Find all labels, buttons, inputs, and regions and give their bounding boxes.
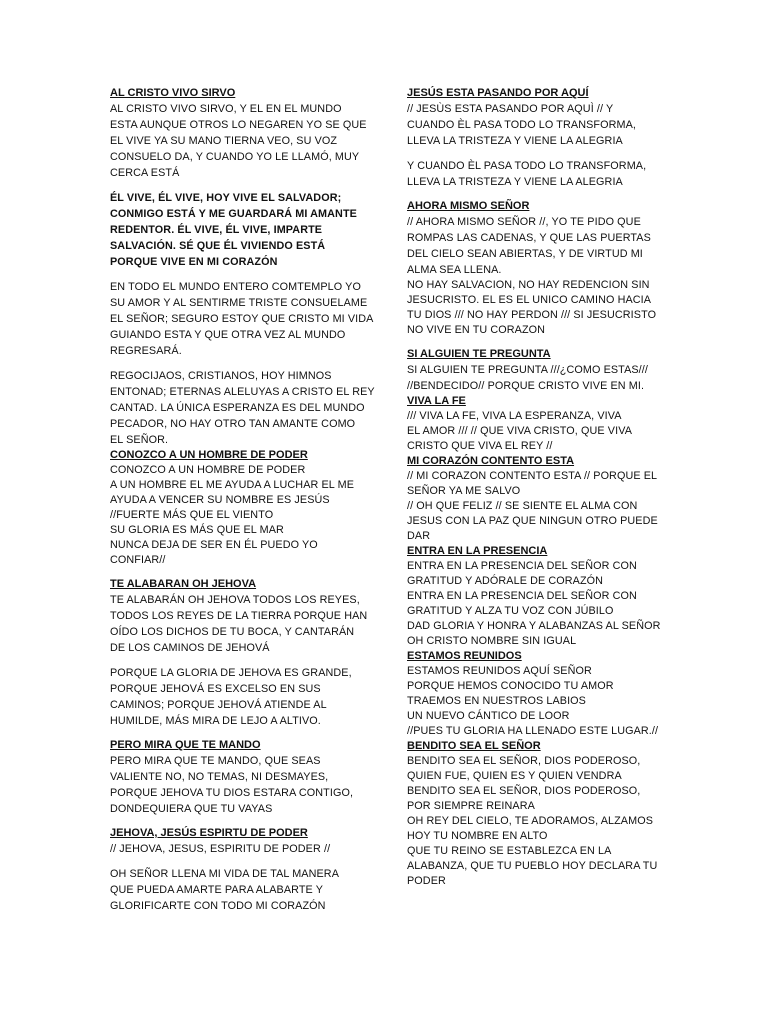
stanza (110, 101, 367, 181)
lyric-line: // OH QUE FELIZ // SE SIENTE EL ALMA CON (407, 500, 638, 512)
song-title: TE ALABARAN OH JEHOVA (110, 578, 257, 590)
section-gap (110, 817, 364, 826)
lyric-line: CONOZCO A UN HOMBRE DE PODER (110, 464, 306, 476)
song-jehova-jesus-espirtu-de-poder (110, 817, 364, 914)
lyric-line: GRATITUD Y ADÓRALE DE CORAZÓN (407, 575, 604, 587)
stanza (110, 665, 364, 729)
lyric-line: // AHORA MISMO SEÑOR //, YO TE PIDO QUE (407, 216, 641, 228)
stanza (110, 841, 364, 857)
lyric-line: CAMINOS; PORQUE JEHOVÁ ATIENDE AL (110, 699, 327, 711)
lyric-line: REDENTOR. ÉL VIVE, ÉL VIVE, IMPARTE (110, 224, 323, 236)
lyric-line: NO VIVE EN TU CORAZON (407, 324, 546, 336)
lyric-line: GRATITUD Y ALZA TU VOZ CON JÚBILO (407, 605, 614, 617)
lyric-line: EN TODO EL MUNDO ENTERO COMTEMPLO YO (110, 281, 361, 293)
song-entra-en-la-presencia (407, 544, 662, 649)
lyric-line: OH CRISTO NOMBRE SIN IGUAL (407, 635, 577, 647)
song-title: BENDITO SEA EL SEÑOR (407, 740, 541, 752)
lyric-line: A UN HOMBRE EL ME AYUDA A LUCHAR EL ME (110, 479, 354, 491)
lyric-line: BENDITO SEA EL SEÑOR, DIOS PODEROSO, (407, 755, 641, 767)
lyric-line: ESTA AUNQUE OTROS LO NEGAREN YO SE QUE (110, 119, 367, 131)
lyric-line: DE LOS CAMINOS DE JEHOVÁ (110, 642, 270, 654)
stanza (407, 409, 662, 454)
lyric-line: PERO MIRA QUE TE MANDO, QUE SEAS (110, 755, 321, 767)
lyric-line: PODER (407, 875, 446, 887)
lyric-line: LLEVA LA TRISTEZA Y VIENE LA ALEGRIA (407, 135, 623, 147)
song-al-cristo-vivo-sirvo (110, 86, 375, 448)
lyric-line: EL SEÑOR; SEGURO ESTOY QUE CRISTO MI VIDA (110, 313, 374, 325)
lyric-line: NO HAY SALVACION, NO HAY REDENCION SIN (407, 279, 650, 291)
lyric-line: EL VIVE YA SU MANO TIERNA VEO, SU VOZ (110, 135, 338, 147)
lyric-line: SEÑOR YA ME SALVO (407, 485, 521, 497)
song-title: AHORA MISMO SEÑOR (407, 200, 530, 212)
stanza-gap (110, 857, 364, 866)
song-title: JEHOVA, JESÚS ESPIRTU DE PODER (110, 827, 308, 839)
stanza (407, 158, 662, 190)
lyric-line: OÍDO LOS DICHOS DE TU BOCA, Y CANTARÁN (110, 626, 355, 638)
song-conozco-a-un-hombre-de-poder (110, 448, 364, 568)
stanza (110, 368, 375, 448)
lyric-line: TRAEMOS EN NUESTROS LABIOS (407, 695, 586, 707)
song-title: ENTRA EN LA PRESENCIA (407, 545, 548, 557)
stanza (407, 469, 662, 544)
song-title: MI CORAZÓN CONTENTO ESTA (407, 455, 575, 467)
lyric-line: ÉL VIVE, ÉL VIVE, HOY VIVE EL SALVADOR; (110, 192, 342, 204)
lyric-line: TODOS LOS REYES DE LA TIERRA PORQUE HAN (110, 610, 368, 622)
lyric-line: CRISTO QUE VIVA EL REY // (407, 440, 553, 452)
song-title: ESTAMOS REUNIDOS (407, 650, 522, 662)
lyric-line: SU AMOR Y AL SENTIRME TRISTE CONSUELAME (110, 297, 368, 309)
lyric-line: HOY TU NOMBRE EN ALTO (407, 830, 548, 842)
stanza (407, 101, 662, 149)
song-pero-mira-que-te-mando (110, 729, 364, 817)
lyric-line: JESUS CON LA PAZ QUE NINGUN OTRO PUEDE (407, 515, 658, 527)
stanza (110, 279, 374, 359)
lyric-line: PORQUE HEMOS CONOCIDO TU AMOR (407, 680, 614, 692)
lyric-line: ALABANZA, QUE TU PUEBLO HOY DECLARA TU (407, 860, 658, 872)
lyric-line: AYUDA A VENCER SU NOMBRE ES JESÚS (110, 494, 330, 506)
song-te-alabaran-oh-jehova (110, 568, 368, 729)
song-si-alguien-te-pregunta (407, 338, 662, 394)
section-gap (110, 729, 364, 738)
lyric-line: ENTRA EN LA PRESENCIA DEL SEÑOR CON (407, 560, 637, 572)
lyric-line: CERCA ESTÁ (110, 167, 180, 179)
lyric-line: //FUERTE MÁS QUE EL VIENTO (110, 509, 274, 521)
lyric-line: AL CRISTO VIVO SIRVO, Y EL EN EL MUNDO (110, 103, 342, 115)
song-title: JESÚS ESTA PASANDO POR AQUÍ (407, 87, 589, 99)
stanza (407, 664, 662, 739)
lyric-line: EL SEÑOR. (110, 434, 169, 446)
lyric-line: Y CUANDO ÈL PASA TODO LO TRANSFORMA, (407, 160, 647, 172)
lyric-line: CANTAD. LA ÚNICA ESPERANZA ES DEL MUNDO (110, 402, 365, 414)
stanza (110, 866, 364, 914)
lyric-line: CONMIGO ESTÁ Y ME GUARDARÁ MI AMANTE (110, 208, 357, 220)
lyric-line: QUIEN FUE, QUIEN ES Y QUIEN VENDRA (407, 770, 622, 782)
lyric-line: DEL CIELO SEAN ABIERTAS, Y DE VIRTUD MI (407, 248, 643, 260)
song-title: VIVA LA FE (407, 395, 466, 407)
lyric-line: NUNCA DEJA DE SER EN ÉL PUEDO YO (110, 539, 318, 551)
song-title: CONOZCO A UN HOMBRE DE PODER (110, 449, 308, 461)
section-gap (110, 568, 364, 577)
lyric-line: EL AMOR /// // QUE VIVA CRISTO, QUE VIVA (407, 425, 632, 437)
lyric-line: //BENDECIDO// PORQUE CRISTO VIVE EN MI. (407, 380, 645, 392)
lyric-line: DONDEQUIERA QUE TU VAYAS (110, 803, 273, 815)
song-title: SI ALGUIEN TE PREGUNTA (407, 348, 551, 360)
chorus (110, 190, 364, 270)
lyric-line: SI ALGUIEN TE PREGUNTA ///¿COMO ESTAS/// (407, 364, 648, 376)
lyric-line: DAD GLORIA Y HONRA Y ALABANZAS AL SEÑOR (407, 620, 661, 632)
song-title: PERO MIRA QUE TE MANDO (110, 739, 261, 751)
song-ahora-mismo-senor (407, 190, 662, 338)
lyric-line: VALIENTE NO, NO TEMAS, NI DESMAYES, (110, 771, 329, 783)
lyric-line: PORQUE JEHOVÁ ES EXCELSO EN SUS (110, 683, 321, 695)
lyric-line: REGRESARÁ. (110, 345, 182, 357)
lyric-line: OH REY DEL CIELO, TE ADORAMOS, ALZAMOS (407, 815, 653, 827)
song-title: AL CRISTO VIVO SIRVO (110, 87, 236, 99)
stanza (407, 362, 662, 394)
lyric-line: JESUCRISTO. EL ES EL UNICO CAMINO HACIA (407, 294, 652, 306)
lyric-line: // JEHOVA, JESUS, ESPIRITU DE PODER // (110, 843, 331, 855)
lyric-line: PORQUE LA GLORIA DE JEHOVA ES GRANDE, (110, 667, 352, 679)
left-column (110, 86, 375, 914)
lyric-line: QUE TU REINO SE ESTABLEZCA EN LA (407, 845, 612, 857)
lyric-line: DAR (407, 530, 431, 542)
lyric-line: ENTRA EN LA PRESENCIA DEL SEÑOR CON (407, 590, 637, 602)
lyric-line: TU DIOS /// NO HAY PERDON /// SI JESUCRISTO (407, 309, 657, 321)
lyric-line: LLEVA LA TRISTEZA Y VIENE LA ALEGRIA (407, 176, 623, 188)
stanza (407, 559, 662, 649)
stanza (407, 754, 662, 889)
lyric-line: BENDITO SEA EL SEÑOR, DIOS PODEROSO, (407, 785, 641, 797)
stanza-gap (110, 359, 364, 368)
lyric-line: QUE PUEDA AMARTE PARA ALABARTE Y (110, 884, 324, 896)
lyric-line: SU GLORIA ES MÁS QUE EL MAR (110, 524, 284, 536)
lyric-line: REGOCIJAOS, CRISTIANOS, HOY HIMNOS (110, 370, 332, 382)
stanza (110, 592, 368, 656)
song-bendito-sea-el-senor (407, 739, 662, 889)
song-viva-la-fe (407, 394, 662, 454)
stanza (110, 753, 364, 817)
lyric-line: CONFIAR// (110, 554, 166, 566)
lyric-line: ROMPAS LAS CADENAS, Y QUE LAS PUERTAS (407, 232, 651, 244)
stanza (110, 463, 364, 568)
stanza-gap (110, 270, 364, 279)
lyric-line: OH SEÑOR LLENA MI VIDA DE TAL MANERA (110, 868, 339, 880)
lyric-line: ESTAMOS REUNIDOS AQUÍ SEÑOR (407, 665, 592, 677)
stanza (407, 278, 662, 338)
lyric-line: CONSUELO DA, Y CUANDO YO LE LLAMÓ, MUY (110, 151, 360, 163)
section-gap (407, 190, 662, 199)
lyric-line: SALVACIÓN. SÉ QUE ÉL VIVIENDO ESTÁ (110, 240, 326, 252)
section-gap (407, 338, 662, 347)
stanza (407, 214, 662, 278)
lyric-line: TE ALABARÁN OH JEHOVA TODOS LOS REYES, (110, 594, 360, 606)
lyric-line: PECADOR, NO HAY OTRO TAN AMANTE COMO (110, 418, 356, 430)
stanza-gap (110, 656, 364, 665)
song-mi-corazon-contento-esta (407, 454, 662, 544)
lyric-line: ALMA SEA LLENA. (407, 264, 502, 276)
lyric-line: CUANDO ÈL PASA TODO LO TRANSFORMA, (407, 119, 636, 131)
lyric-line: UN NUEVO CÁNTICO DE LOOR (407, 710, 570, 722)
lyric-line: HUMILDE, MÁS MIRA DE LEJO A ALTIVO. (110, 715, 321, 727)
song-jesus-esta-pasando-por-aqui (407, 86, 662, 190)
lyric-line: PORQUE VIVE EN MI CORAZÓN (110, 256, 278, 268)
lyric-line: ENTONAD; ETERNAS ALELUYAS A CRISTO EL REY (110, 386, 375, 398)
song-estamos-reunidos (407, 649, 662, 739)
lyric-line: // JESÙS ESTA PASANDO POR AQUÌ // Y (407, 103, 614, 115)
lyric-line: GUIANDO ESTA Y QUE OTRA VEZ AL MUNDO (110, 329, 346, 341)
lyric-line: //PUES TU GLORIA HA LLENADO ESTE LUGAR.// (407, 725, 659, 737)
stanza-gap (110, 181, 364, 190)
lyric-line: PORQUE JEHOVA TU DIOS ESTARA CONTIGO, (110, 787, 354, 799)
right-column (407, 86, 662, 889)
lyric-line: // MI CORAZON CONTENTO ESTA // PORQUE EL (407, 470, 658, 482)
lyric-line: POR SIEMPRE REINARA (407, 800, 535, 812)
stanza-gap (407, 149, 662, 158)
lyric-line: /// VIVA LA FE, VIVA LA ESPERANZA, VIVA (407, 410, 622, 422)
lyric-line: GLORIFICARTE CON TODO MI CORAZÓN (110, 900, 326, 912)
